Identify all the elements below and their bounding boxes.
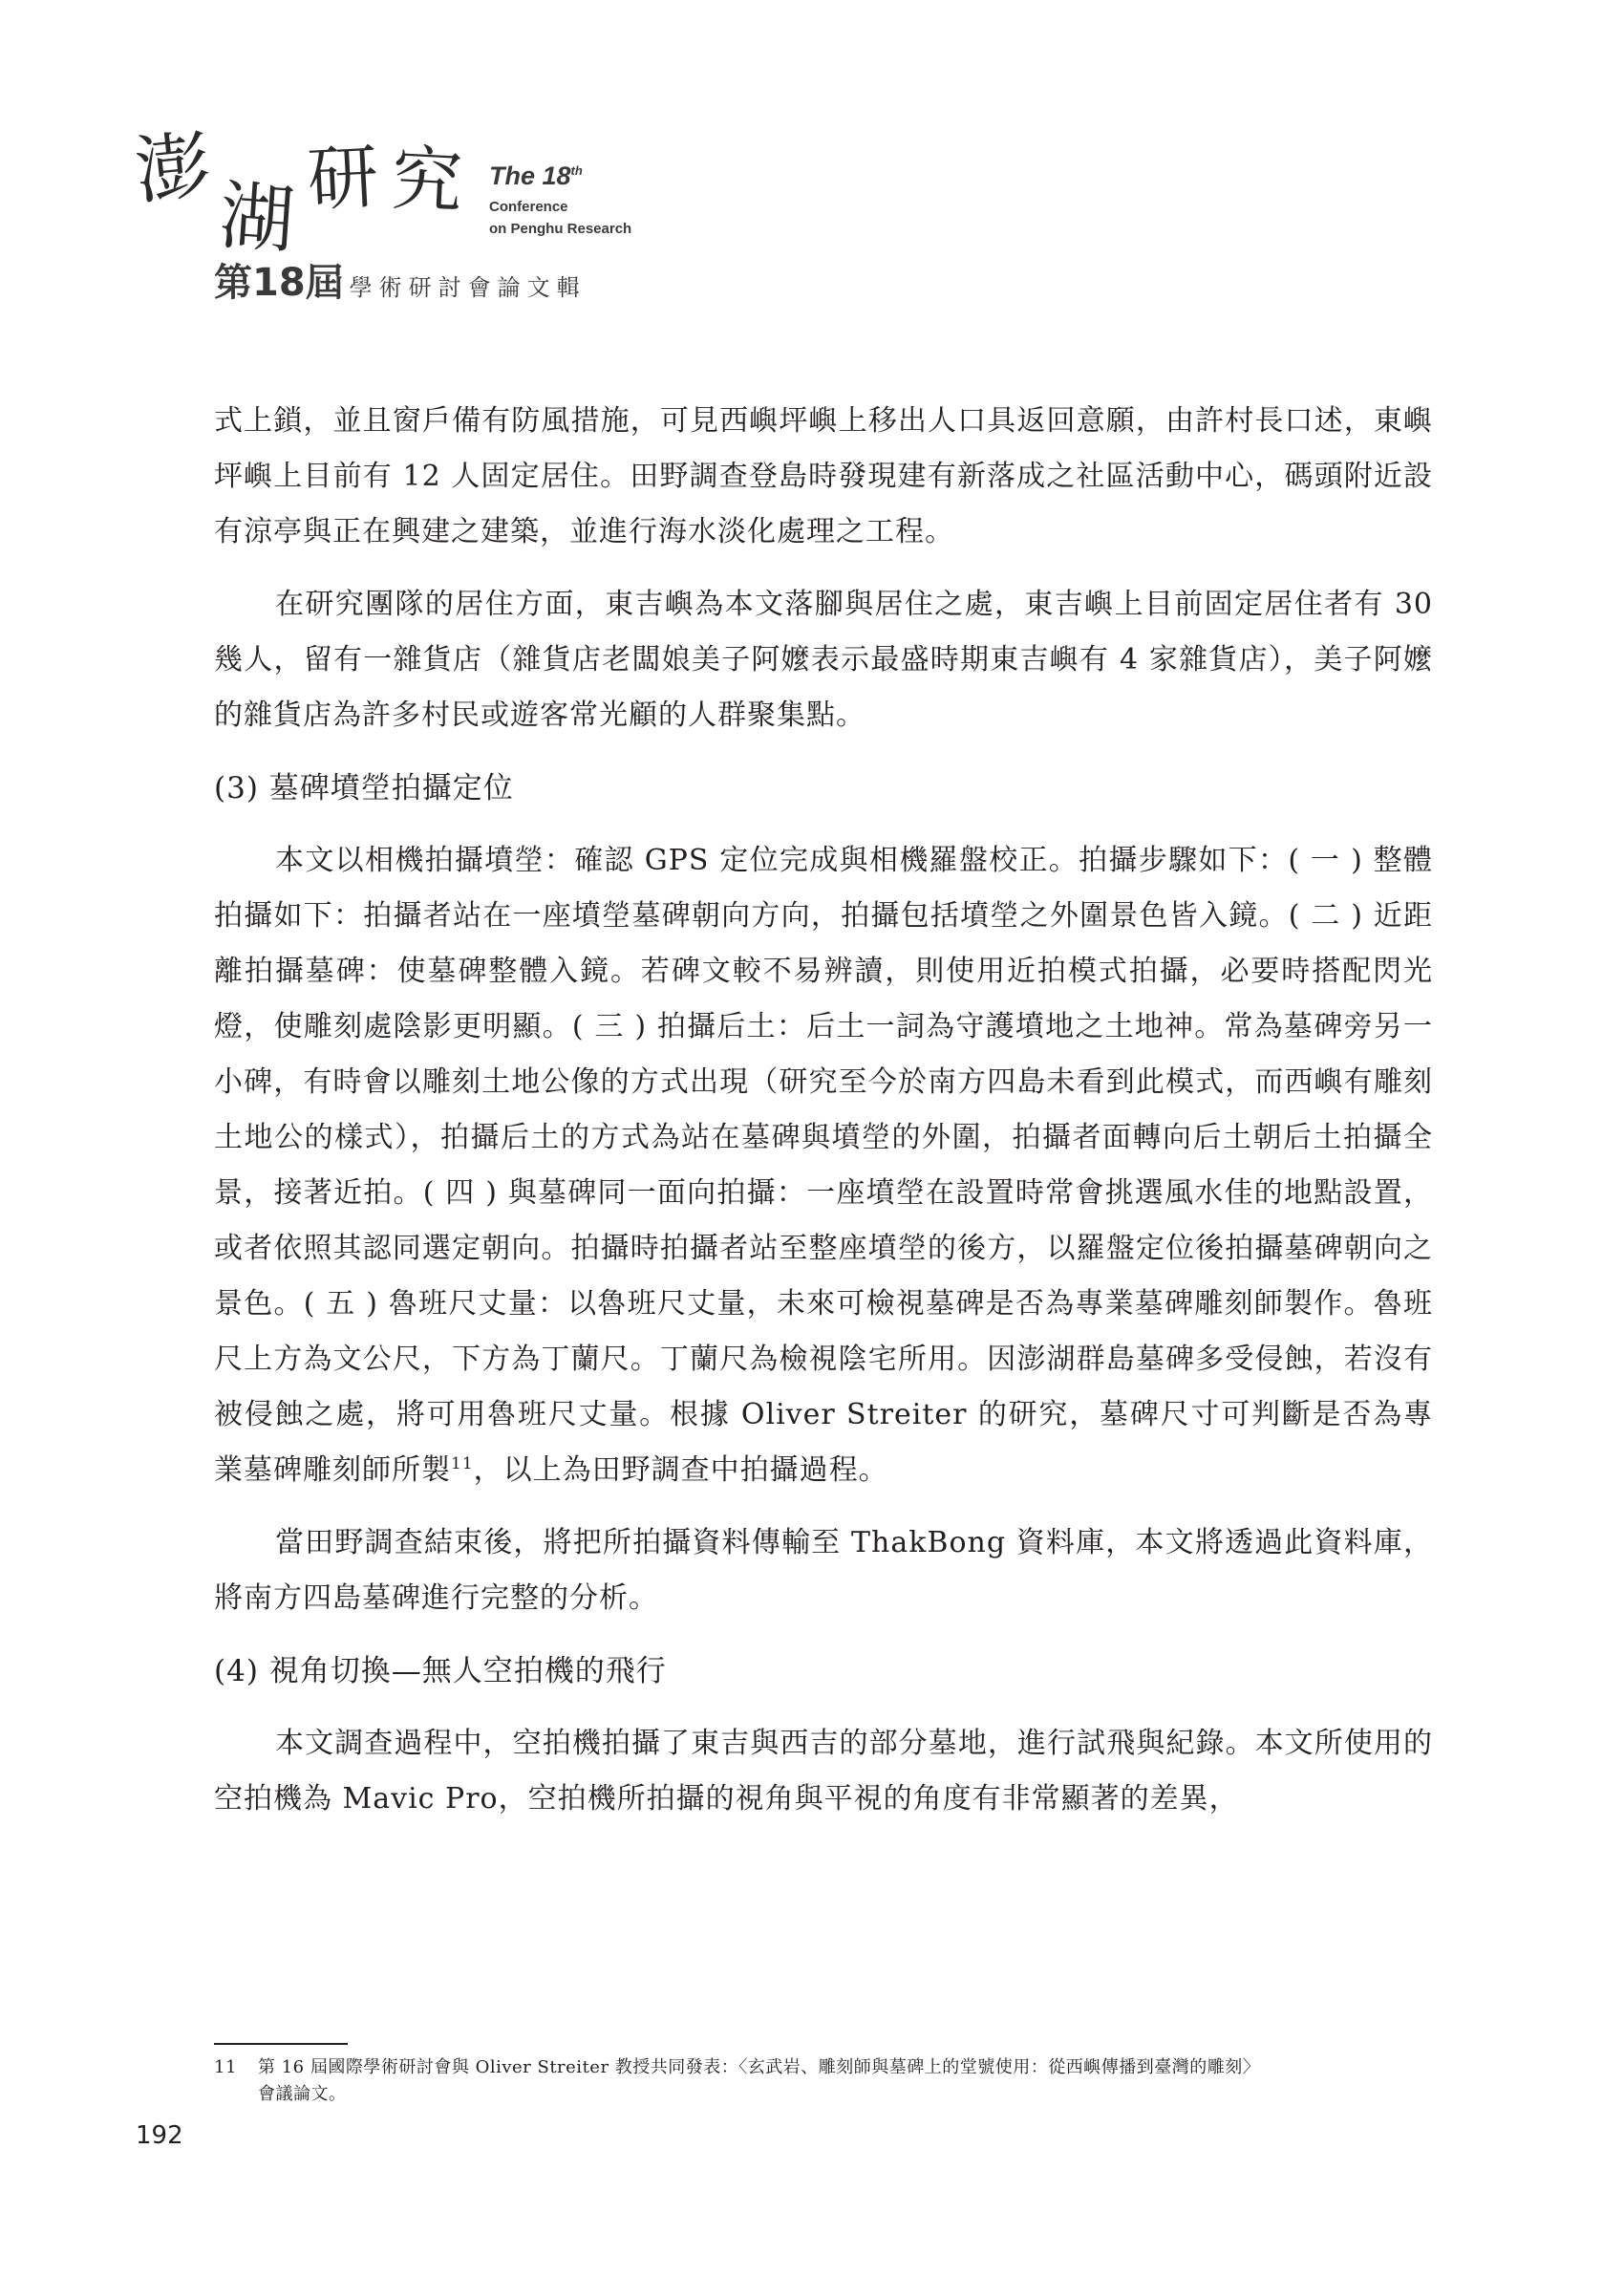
paragraph-5: 本文調查過程中，空拍機拍攝了東吉與西吉的部分墓地，進行試飛與紀錄。本文所使用的空拍機為 Mavic Pro，空拍機所拍攝的視角與平視的角度有非常顯著的差異， [214,1727,1433,1816]
page-number: 192 [136,2121,183,2150]
footnote [214,2054,1433,2108]
footnote-number: 11 [214,2057,237,2077]
running-header [124,105,793,305]
header-en-line3: on Penghu Research [489,220,632,237]
header-en-line2: Conference [489,198,568,215]
footnote-text: 第 16 屆國際學術研討會與 Oliver Streiter 教授共同發表：〈玄武岩、雕刻師與墓碑上的堂號使用：從西嶼傳播到臺灣的雕刻〉 [258,2057,1261,2077]
header-collection-label: 學術研討會論文輯 [349,274,587,301]
paragraph-3 [214,833,1433,1498]
header-subtitle [214,252,587,307]
footnote-ref-11[interactable]: 11 [451,1454,474,1473]
header-en-line1 [489,161,631,193]
header-title-char: 究 [389,138,465,224]
paragraph-3-tail: ，以上為田野調查中拍攝過程。 [473,1453,888,1487]
header-title-char: 湖 [216,173,298,265]
paragraph-3-text: 本文以相機拍攝墳塋：確認 GPS 定位完成與相機羅盤校正。拍攝步驟如下：( 一 ) 整體拍攝如下：拍攝者站在一座墳塋墓碑朝向方向，拍攝包括墳塋之外圍景色皆入鏡。( 二 ) 近距離拍攝墓碑：使墓碑整體入鏡。若碑文較不易辨讀，則使用近拍模式拍攝，必要時搭配閃光燈，使雕刻處陰影更明顯。( 三 ) 拍攝后土：后土一詞為守護墳地之土地神。常為墓碑旁另一小碑，有時會以雕刻土地公像的方式出現（研究至今於南方四島未看到此模式，而西嶼有雕刻土地公的樣式），拍攝后土的方式為站在墓碑與墳塋的外圍，拍攝者面轉向后土朝后土拍攝全景，接著近拍。( 四 ) 與墓碑同一面向拍攝：一座墳塋在設置時常會挑選風水佳的地點設置，或者依照其認同選定朝向。拍攝時拍攝者站至整座墳塋的後方，以羅盤定位後拍攝墓碑朝向之景色。( 五 ) 魯班尺丈量：以魯班尺丈量，未來可檢視墓碑是否為專業墓碑雕刻師製作。魯班尺上方為文公尺，下方為丁蘭尺。丁蘭尺為檢視陰宅所用。因澎湖群島墓碑多受侵蝕，若沒有被侵蝕之處，將可用魯班尺丈量。根據 Oliver Streiter 的研究，墓碑尺寸可判斷是否為專業墓碑雕刻師所製 [214,844,1433,1487]
header-title-char: 研 [305,136,381,222]
footnote-divider [214,2043,348,2045]
paragraph-4: 當田野調查結束後，將把所拍攝資料傳輸至 ThakBong 資料庫，本文將透過此資料庫，將南方四島墓碑進行完整的分析。 [214,1526,1433,1615]
header-en-the18: The 18 [489,161,571,190]
paragraph-1: 式上鎖，並且窗戶備有防風措施，可見西嶼坪嶼上移出人口具返回意願，由許村長口述，東嶼坪嶼上目前有 12 人固定居住。田野調查登島時發現建有新落成之社區活動中心，碼頭附近設有涼亭與正在興建之建築，並進行海水淡化處理之工程。 [214,404,1433,548]
section-heading-3: (3) 墓碑墳塋拍攝定位 [214,771,514,806]
header-english-title [489,161,631,238]
footnote-line-1 [214,2054,1433,2081]
section-heading-4: (4) 視角切換—無人空拍機的飛行 [214,1654,667,1688]
header-title-char: 澎 [131,122,215,216]
body-text [214,394,1433,1844]
paragraph-2: 在研究團隊的居住方面，東吉嶼為本文落腳與居住之處，東吉嶼上目前固定居住者有 30 幾人，留有一雜貨店（雜貨店老闆娘美子阿嬤表示最盛時期東吉嶼有 4 家雜貨店），美子阿嬤的雜貨店為許多村民或遊客常光顧的人群聚集點。 [214,588,1433,732]
header-edition: 第18屆 [214,261,344,305]
header-en-sup: th [570,163,583,178]
footnote-line-2: 會議論文。 [258,2084,347,2104]
